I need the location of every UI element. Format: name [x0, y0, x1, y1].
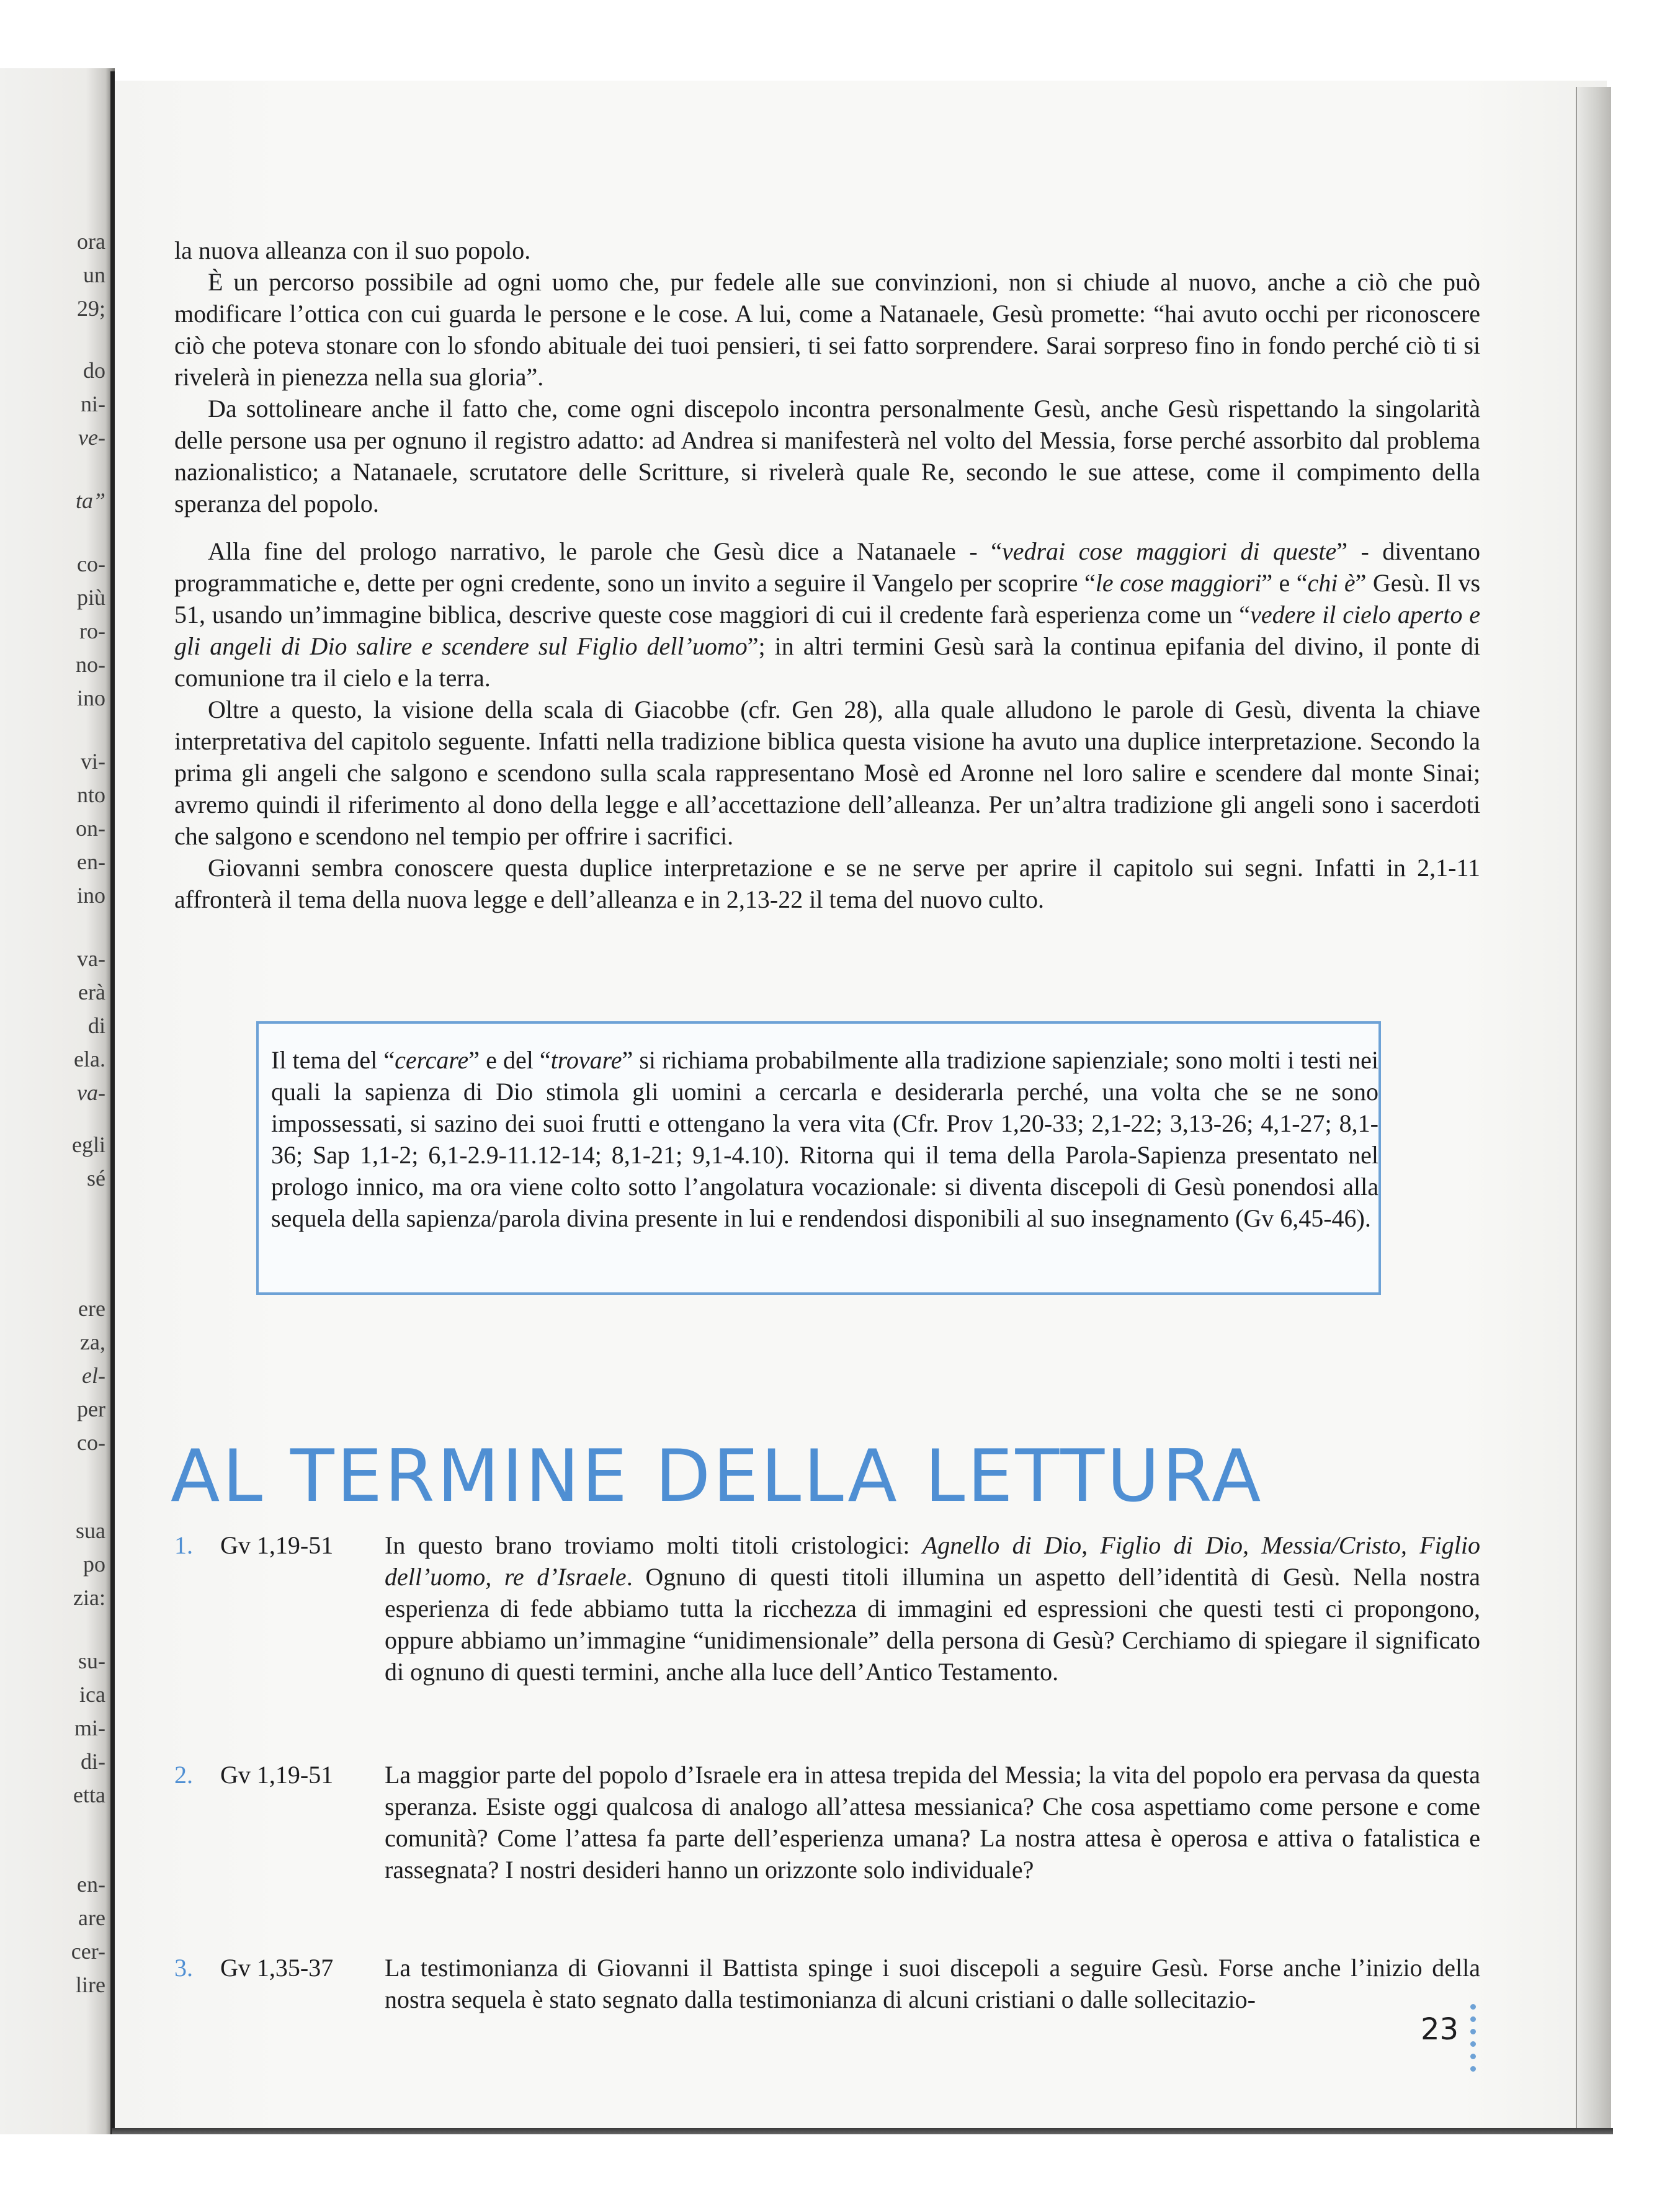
question-reference: Gv 1,19-51: [220, 1531, 334, 1559]
left-fragment: ica: [79, 1682, 105, 1707]
left-fragment: ino: [76, 686, 105, 710]
left-fragment: 29;: [76, 296, 105, 321]
left-fragment: ni-: [81, 391, 105, 416]
left-fragment: ro-: [79, 619, 105, 643]
paragraph: la nuova alleanza con il suo popolo.: [174, 236, 531, 264]
left-fragment: erà: [78, 980, 105, 1004]
question-reference: Gv 1,19-51: [220, 1761, 334, 1789]
left-fragment: en-: [77, 849, 105, 874]
left-fragment: ora: [77, 229, 105, 254]
left-fragment: su-: [78, 1649, 105, 1673]
left-fragment: lire: [76, 1972, 105, 1997]
section-title: AL TERMINE DELLA LETTURA: [171, 1434, 1264, 1518]
question-text: La maggior parte del popolo d’Israele era in attesa trepida del Messia; la vita del popolo era pervasa da questa speranza. Esiste oggi qualcosa di analogo all’attesa messianica? Che cosa aspettiamo come persone e come comunità? Come l’attesa fa parte dell’esperienza umana? La nostra attesa è operosa e attiva o fatalistica e rassegnata? I nostri desideri hanno un orizzonte solo individuale?: [385, 1761, 1480, 1884]
dot: [1470, 2066, 1476, 2072]
paragraph: Da sottolineare anche il fatto che, come ogni discepolo incontra personalmente Gesù, anche Gesù rispettando la singolarità delle persone usa per ognuno il registro adatto: ad Andrea si manifesterà nel volto del Messia, forse perché assorbito dal problema nazionalistico; a Natanaele, scrutatore delle Scritture, si rivelerà quale Re, secondo le sue attese, come il compimento della speranza del popolo.: [174, 395, 1480, 517]
question-reference: Gv 1,35-37: [220, 1954, 334, 1982]
dot: [1470, 2004, 1476, 2010]
paragraph: È un percorso possibile ad ogni uomo che, pur fedele alle sue convinzioni, non si chiude al nuovo, anche a ciò che può modificare l’ottica con cui guarda le persone e le cose. A lui, come a Natanaele, Gesù promette: “hai avuto occhi per riconoscere ciò che poteva stonare con lo sfondo abituale dei tuoi pensieri, ti sei fatto sorprendere. Sarai sorpreso fino in fondo perché ciò ti si rivelerà in pienezza nella sua gloria”.: [174, 268, 1480, 391]
left-fragment: ta”: [75, 488, 105, 513]
dot: [1470, 2054, 1476, 2059]
page-marker-dots: [1470, 2004, 1478, 2085]
left-fragment: co-: [77, 552, 105, 576]
dot: [1470, 2016, 1476, 2022]
scan-background-bottom: [0, 2134, 1680, 2210]
left-fragment: va-: [77, 946, 105, 971]
question-text: In questo brano troviamo molti titoli cristologici: Agnello di Dio, Figlio di Dio, Messia/Cristo, Figlio dell’uomo, re d’Israele. Ognuno di questi titoli illumina un aspetto dell’identità di Gesù. Nella nostra esperienza di fede abbiamo tutta la ricchezza di immagini ed espressioni che questi testi ci propongono, oppure abbiamo un’immagine “unidimensionale” della persona di Gesù? Cerchiamo di spiegare il significato di ognuno di questi termini, anche alla luce dell’Antico Testamento.: [385, 1531, 1480, 1686]
question-number: 3.: [174, 1954, 193, 1982]
left-fragment: vi-: [81, 749, 105, 774]
left-fragment: va-: [77, 1080, 105, 1105]
left-fragment: ino: [76, 883, 105, 908]
left-fragment: zia:: [73, 1585, 105, 1610]
question-number: 1.: [174, 1531, 193, 1559]
paragraph: Alla fine del prologo narrativo, le parole che Gesù dice a Natanaele - “vedrai cose maggiori di queste” - diventano programmatiche e, dette per ogni credente, sono un invito a seguire il Vangelo per scoprire “le cose maggiori” e “chi è” Gesù. Il vs 51, usando un’immagine biblica, descrive queste cose maggiori di cui il credente farà esperienza come un “vedere il cielo aperto e gli angeli di Dio salire e scendere sul Figlio dell’uomo”; in altri termini Gesù sarà la continua epifania del divino, il ponte di comunione tra il cielo e la terra.: [174, 537, 1481, 692]
left-fragment: po: [83, 1552, 105, 1577]
paragraph: Oltre a questo, la visione della scala di Giacobbe (cfr. Gen 28), alla quale alludono le parole di Gesù, diventa la chiave interpretativa del capitolo seguente. Infatti nella tradizione biblica questa visione ha avuto una duplice interpretazione. Secondo la prima gli angeli che salgono e scendono sulla scala rappresentano Mosè ed Aronne nel loro salire e scendere dal monte Sinai; avremo quindi il riferimento al dono della legge e all’accettazione dell’alleanza. Per un’altra tradizione gli angeli sono i sacerdoti che salgono e scendono nel tempio per offrire i sacrifici.: [174, 696, 1480, 850]
callout-paragraph: Il tema del “cercare” e del “trovare” si richiama probabilmente alla tradizione sapienziale; sono molti i testi nei quali la sapienza di Dio stimola gli uomini a cercarla e desiderarla perché, una volta che se ne sono impossessati, si sazino dei suoi frutti e ottengano la vera vita (Cfr. Prov 1,20-33; 2,1-22; 3,13-26; 4,1-27; 8,1-36; Sap 1,1-2; 6,1-2.9-11.12-14; 8,1-21; 9,1-4.10). Ritorna qui il tema della Parola-Sapienza presentato nel prologo innico, ma ora viene colto sotto l’angolatura vocazionale: si diventa discepoli di Gesù ponendosi alla sequela della sapienza/parola divina presente in lui e rendendosi disponibili al suo insegnamento (Gv 6,45-46).: [271, 1046, 1379, 1232]
paragraph: Giovanni sembra conoscere questa duplice interpretazione e se ne serve per aprire il capitolo sui segni. Infatti in 2,1-11 affronterà il tema della nuova legge e dell’alleanza e in 2,13-22 il tema del nuovo culto.: [174, 854, 1480, 913]
left-fragment: etta: [73, 1783, 105, 1807]
question-item: [174, 1759, 1480, 1886]
scan-background-top: [0, 0, 1680, 78]
page-number: 23: [1421, 2012, 1459, 2047]
left-fragment: sé: [87, 1166, 105, 1191]
question-text: La testimonianza di Giovanni il Battista spinge i suoi discepoli a seguire Gesù. Forse anche l’inizio della nostra sequela è stato segnato dalla testimonianza di alcuni cristiani o dalle sollecitazio-: [385, 1954, 1480, 2013]
left-fragment: za,: [80, 1330, 105, 1354]
left-fragment: do: [83, 358, 105, 383]
left-fragment: are: [78, 1905, 105, 1930]
question-item: [174, 1952, 1480, 2015]
left-fragment: sua: [76, 1518, 105, 1543]
left-fragment: di-: [81, 1749, 105, 1774]
left-fragment: per: [77, 1397, 105, 1421]
left-fragment: co-: [77, 1430, 105, 1455]
left-fragment: mi-: [74, 1716, 105, 1740]
left-fragment: ela.: [74, 1047, 105, 1071]
right-page-edge: [1576, 87, 1611, 2134]
left-fragment: cer-: [71, 1939, 105, 1964]
left-fragment: più: [76, 585, 105, 610]
question-item: [174, 1529, 1480, 1688]
book-gutter: [110, 71, 115, 2137]
left-fragment: en-: [77, 1872, 105, 1897]
left-fragment: nto: [76, 782, 105, 807]
callout-text: [271, 1044, 1378, 1234]
left-fragment: ere: [78, 1296, 105, 1321]
left-fragment: el-: [82, 1363, 105, 1388]
left-fragment: un: [83, 262, 105, 287]
body-text: [174, 235, 1480, 915]
left-fragment: on-: [76, 816, 105, 841]
left-fragment: egli: [72, 1132, 105, 1157]
question-number: 2.: [174, 1761, 193, 1789]
left-fragment: no-: [76, 652, 105, 677]
dot: [1470, 2029, 1476, 2034]
dot: [1470, 2041, 1476, 2047]
left-fragment: ve-: [78, 425, 105, 450]
left-fragment: di: [87, 1013, 105, 1038]
